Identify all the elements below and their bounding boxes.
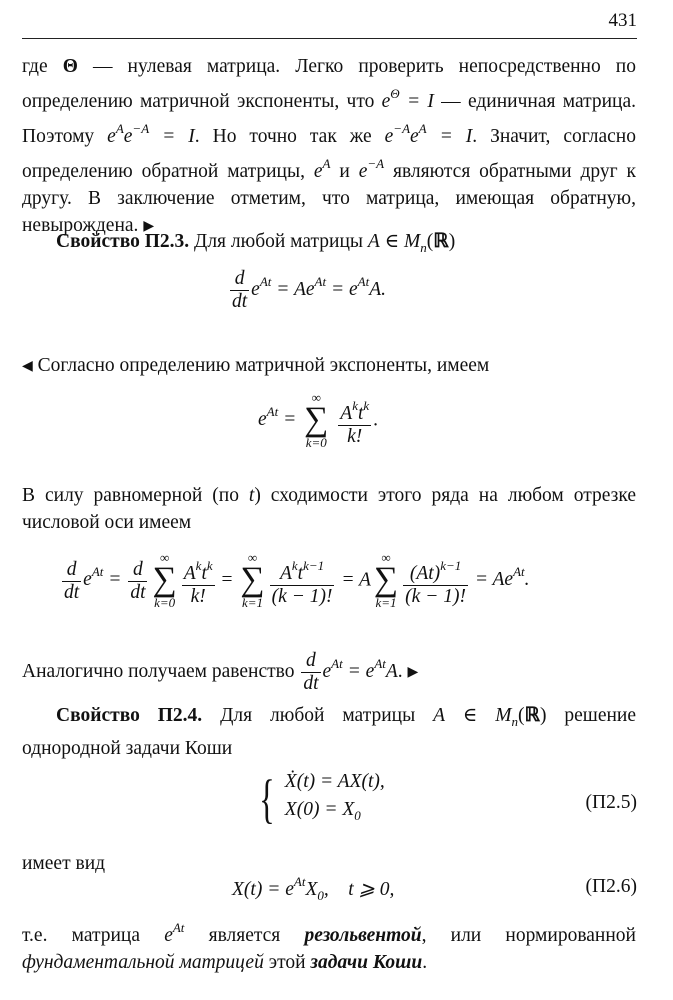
has-form-text: имеет вид bbox=[22, 853, 106, 874]
property-2-3: Свойство П2.3. Для любой матрицы A ∈ $M_n(ℝ)$ bbox=[56, 231, 456, 255]
formula-term-by-term: $\frac{d}{dt}$ $e^{At}$ = $\frac{d}{dt}$ ∞ ∑ k=0 $\frac{A^kt^k}{k!}$ = ∞ ∑ k=1 $\frac{A^kt^{k-1}}{(k - 1)!}$ = A ∞ ∑ k=1 $\frac{(At)^{k-1}}{(k - 1)!}$ = $Ae^{At}$. bbox=[64, 550, 530, 610]
end-proof-icon: ▶ bbox=[143, 218, 155, 234]
uniform-convergence-paragraph: В силу равномерной (по t) сходимости этого ряда на любом отрезке числовой оси имеем bbox=[22, 485, 636, 533]
property-2-3-title: Свойство П2.3. bbox=[56, 231, 190, 252]
property-2-4-title: Свойство П2.4. bbox=[56, 705, 203, 726]
final-paragraph: т.е. матрица $e^{At}$ является резольвентой, или нормированной фундаментальной матрицей этой задачи Коши. bbox=[22, 920, 636, 973]
proof-start: ◀ Согласно определению матричной экспоненты, имеем bbox=[22, 355, 490, 376]
header-rule bbox=[22, 38, 637, 39]
formula-derivative: $\frac{d}{dt}$ $e^{At} = Ae^{At} = e^{At}A$. bbox=[232, 268, 387, 312]
property-2-4-line2: однородной задачи Коши bbox=[22, 738, 233, 759]
property-2-4: Свойство П2.4. Для любой матрицы A ∈ $M_n(ℝ)$ решение однородной задачи Коши bbox=[22, 702, 636, 762]
equation-number-2-6: (П2.6) bbox=[585, 876, 637, 897]
page-number: 431 bbox=[608, 10, 637, 31]
analog-text: Аналогично получаем равенство bbox=[22, 661, 295, 682]
equation-number-2-5: (П2.5) bbox=[585, 792, 637, 813]
intro-paragraph: где Θ — нулевая матрица. Легко проверить непосредственно по определению матричной экспоненты, что $e^\Theta = I$ — единичная матрица. Поэтому $e^Ae^{-A} = I$. Но точно так же $e^{-A}e^A = I$. Значит, согласно определению обратной матрицы, $e^A$ и $e^{-A}$ являются обратными друг к другу. В заключение отметим, что матрица, имеющая обратную, невырождена. ▶ bbox=[22, 56, 637, 236]
end-proof-icon-2: ▶ bbox=[407, 664, 419, 680]
start-proof-icon: ◀ bbox=[22, 358, 33, 374]
brace-icon: { bbox=[259, 769, 275, 829]
formula-series: $e^{At}$ = ∞ ∑ k=0 $\frac{A^kt^k}{k!}$ . bbox=[258, 390, 379, 450]
system-eq-1: Ẋ(t) = AX(t), bbox=[284, 771, 385, 792]
cauchy-system bbox=[254, 768, 385, 830]
analog-paragraph: Аналогично получаем равенство $\frac{d}{dt}$ $e^{At} = e^{At}A$. ▶ bbox=[22, 650, 419, 695]
system-eq-2: $X(0) = X_0$ bbox=[284, 799, 361, 823]
solution-formula: $X(t) = e^{At}X_0$, t ⩾ 0, bbox=[232, 874, 395, 903]
